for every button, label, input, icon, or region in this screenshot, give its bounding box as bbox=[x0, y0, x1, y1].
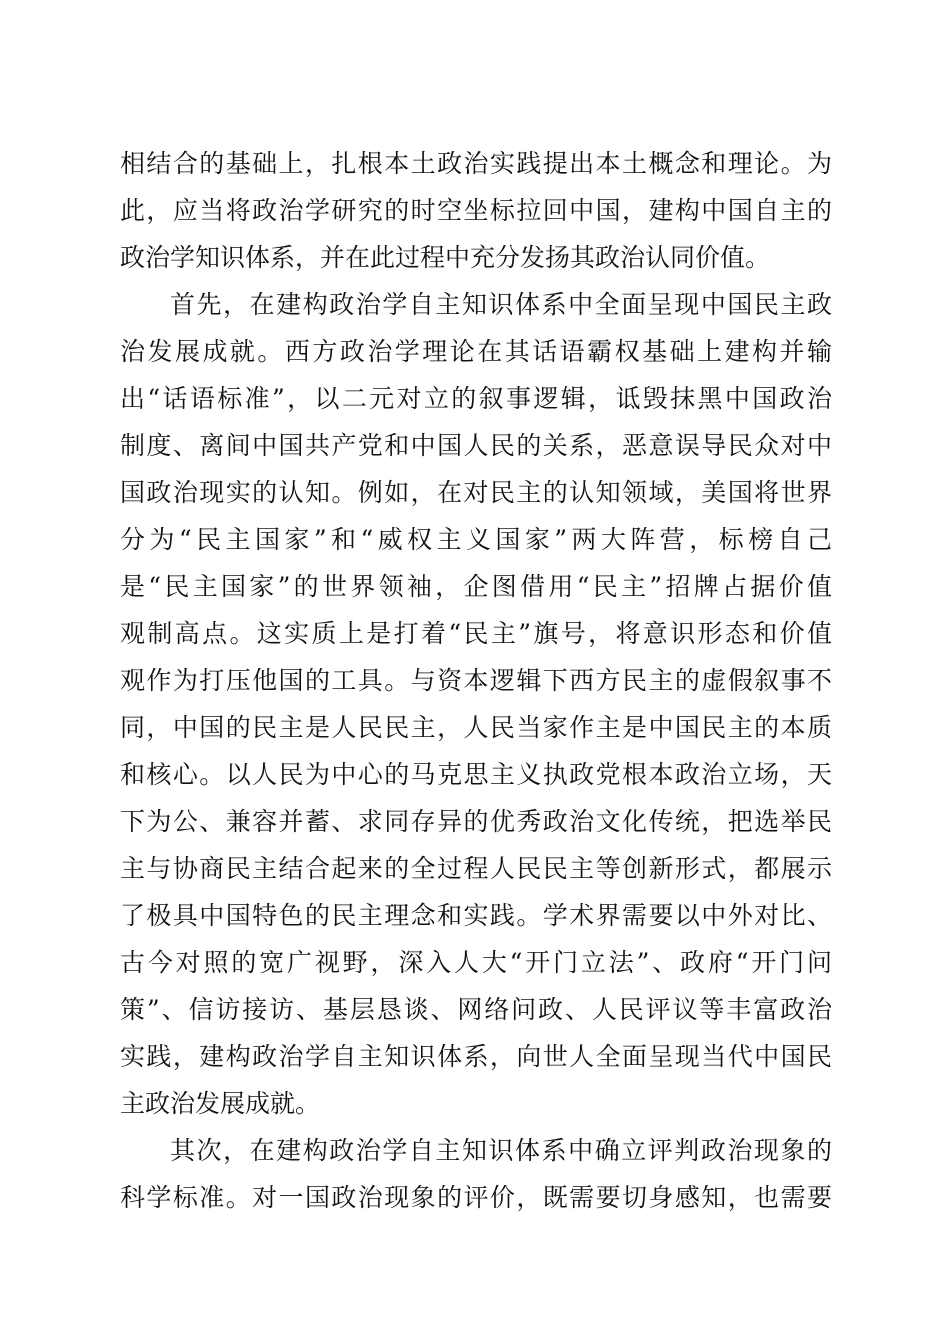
text-line: 主政治发展成就。 bbox=[120, 1089, 321, 1118]
text-line: 国政治现实的认知。例如，在对民主的认知领域，美国将世界 bbox=[120, 478, 832, 507]
text-line: 观作为打压他国的工具。与资本逻辑下西方民主的虚假叙事不 bbox=[120, 666, 832, 695]
paragraph-continuation bbox=[120, 140, 832, 281]
text-line: 了极具中国特色的民主理念和实践。学术界需要以中外对比、 bbox=[120, 901, 832, 930]
text-line: 相结合的基础上，扎根本土政治实践提出本土概念和理论。为 bbox=[120, 149, 832, 178]
text-line: 科学标准。对一国政治现象的评价，既需要切身感知，也需要 bbox=[120, 1183, 832, 1212]
text-line: 是“民主国家”的世界领袖，企图借用“民主”招牌占据价值 bbox=[120, 572, 832, 601]
text-line: 策”、信访接访、基层恳谈、网络问政、人民评议等丰富政治 bbox=[120, 995, 832, 1024]
text-line: 古今对照的宽广视野，深入人大“开门立法”、政府“开门问 bbox=[120, 948, 832, 977]
document-body bbox=[120, 140, 832, 1221]
text-line: 主与协商民主结合起来的全过程人民民主等创新形式，都展示 bbox=[120, 854, 832, 883]
text-line: 出“话语标准”，以二元对立的叙事逻辑，诋毁抹黑中国政治 bbox=[120, 384, 832, 413]
text-line: 治发展成就。西方政治学理论在其话语霸权基础上建构并输 bbox=[120, 337, 832, 366]
paragraph-scientific-standards bbox=[120, 1127, 832, 1221]
text-line: 观制高点。这实质上是打着“民主”旗号，将意识形态和价值 bbox=[120, 619, 832, 648]
text-line: 首先，在建构政治学自主知识体系中全面呈现中国民主政 bbox=[170, 290, 832, 319]
paragraph-democracy-achievements bbox=[120, 281, 832, 1127]
text-line: 同，中国的民主是人民民主，人民当家作主是中国民主的本质 bbox=[120, 713, 832, 742]
text-line: 此，应当将政治学研究的时空坐标拉回中国，建构中国自主的 bbox=[120, 196, 832, 225]
text-line: 实践，建构政治学自主知识体系，向世人全面呈现当代中国民 bbox=[120, 1042, 832, 1071]
text-line: 下为公、兼容并蓄、求同存异的优秀政治文化传统，把选举民 bbox=[120, 807, 832, 836]
text-line: 其次，在建构政治学自主知识体系中确立评判政治现象的 bbox=[170, 1136, 832, 1165]
text-line: 分为“民主国家”和“威权主义国家”两大阵营，标榜自己 bbox=[120, 525, 832, 554]
text-line: 和核心。以人民为中心的马克思主义执政党根本政治立场，天 bbox=[120, 760, 832, 789]
text-line: 制度、离间中国共产党和中国人民的关系，恶意误导民众对中 bbox=[120, 431, 832, 460]
text-line: 政治学知识体系，并在此过程中充分发扬其政治认同价值。 bbox=[120, 243, 771, 272]
